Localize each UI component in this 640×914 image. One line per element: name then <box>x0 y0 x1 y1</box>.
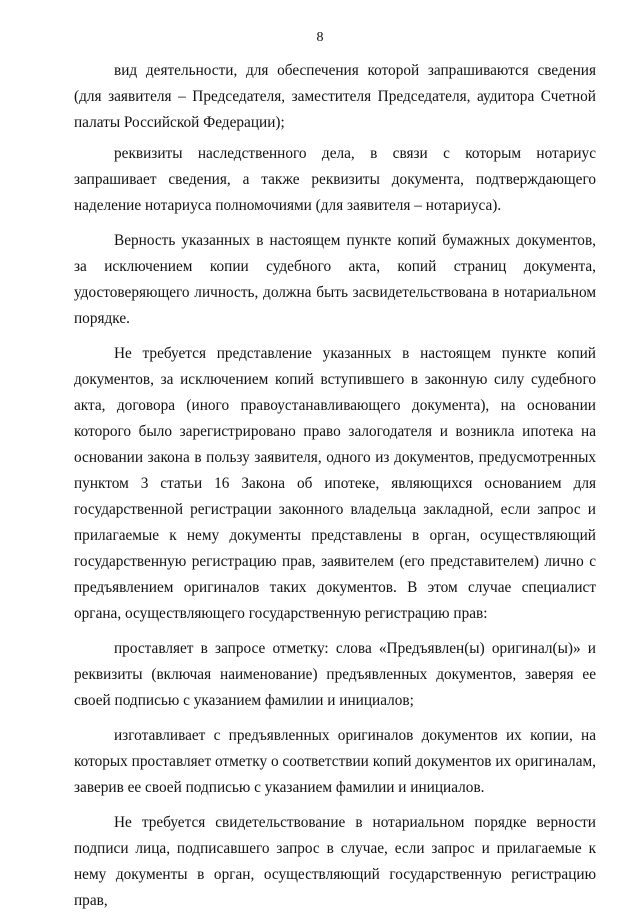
paragraph-makes-copies: изготавливает с предъявленных оригиналов документов их копии, на которых проставляет отметку о соответствии копий документов их оригиналам, заверив ее своей подписью с указанием фамилии и инициалов. <box>74 727 596 796</box>
page-number: 8 <box>316 30 324 45</box>
document-body <box>74 58 596 914</box>
paragraph-copies-certification: Верность указанных в настоящем пункте копий бумажных документов, за исключением копии судебного акта, копий страниц документа, удостоверяющего личность, должна быть засвидетельствована в нотариальном порядке. <box>74 232 596 327</box>
paragraph-copies-not-required: Не требуется представление указанных в настоящем пункте копий документов, за исключением копий вступившего в законную силу судебного акта, договора (иного правоустанавливающего документа), на основании которого было зарегистрировано право залогодателя и возникла ипотека на основании закона в пользу заявителя, одного из документов, предусмотренных пунктом 3 статьи 16 Закона об ипотеке, являющихся основанием для государственной регистрации законного владельца закладной, если запрос и прилагаемые к нему документы представлены в орган, осуществляющий государственную регистрацию прав, заявителем (его представителем) лично с предъявлением оригиналов таких документов. В этом случае специалист органа, осуществляющего государственную регистрацию прав: <box>74 345 596 622</box>
paragraph-marks-request: проставляет в запросе отметку: слова «Предъявлен(ы) оригинал(ы)» и реквизиты (включая наименование) предъявленных документов, заверяя ее своей подписью с указанием фамилии и инициалов; <box>74 640 596 709</box>
paragraph-inheritance-case: реквизиты наследственного дела, в связи с которым нотариус запрашивает сведения, а также реквизиты документа, подтверждающего наделение нотариуса полномочиями (для заявителя – нотариуса). <box>74 145 596 214</box>
paragraph-activity-type: вид деятельности, для обеспечения которой запрашиваются сведения (для заявителя – Председателя, заместителя Председателя, аудитора Счетной палаты Российской Федерации); <box>74 62 596 131</box>
paragraph-signature-not-required: Не требуется свидетельствование в нотариальном порядке верности подписи лица, подписавшего запрос в случае, если запрос и прилагаемые к нему документы в орган, осуществляющий государственную регистрацию прав, <box>74 814 596 909</box>
